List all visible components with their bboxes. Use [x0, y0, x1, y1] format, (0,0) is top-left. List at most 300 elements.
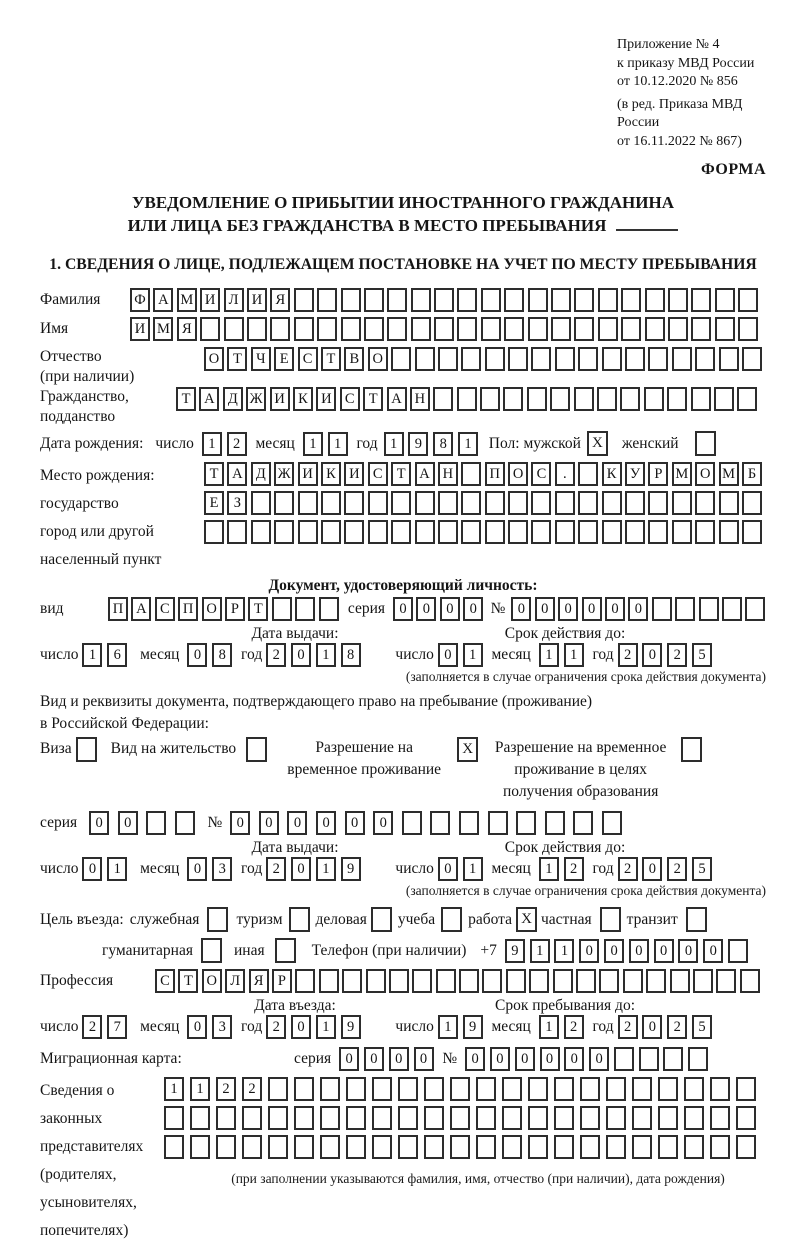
char-cell[interactable]: [434, 288, 454, 312]
char-cell[interactable]: [227, 520, 247, 544]
char-cell[interactable]: И: [130, 317, 150, 341]
char-cell[interactable]: [528, 1135, 548, 1159]
char-cell[interactable]: [738, 317, 758, 341]
char-cell[interactable]: Р: [225, 597, 245, 621]
char-cell[interactable]: 2: [667, 1015, 687, 1039]
char-cell[interactable]: 2: [564, 857, 584, 881]
char-cell[interactable]: [424, 1106, 444, 1130]
char-cell[interactable]: [554, 1077, 574, 1101]
char-cell[interactable]: 8: [212, 643, 232, 667]
char-cell[interactable]: 1: [458, 432, 478, 456]
char-cell[interactable]: [398, 1077, 418, 1101]
char-cell[interactable]: [578, 491, 598, 515]
char-cell[interactable]: 0: [118, 811, 138, 835]
char-cell[interactable]: [550, 387, 570, 411]
char-cell[interactable]: 1: [539, 857, 559, 881]
char-cell[interactable]: [481, 288, 501, 312]
char-cell[interactable]: 0: [416, 597, 436, 621]
char-cell[interactable]: 0: [291, 643, 311, 667]
char-cell[interactable]: С: [340, 387, 360, 411]
char-cell[interactable]: 0: [345, 811, 365, 835]
char-cell[interactable]: 0: [535, 597, 555, 621]
char-cell[interactable]: [502, 1106, 522, 1130]
char-cell[interactable]: [580, 1135, 600, 1159]
char-cell[interactable]: 0: [490, 1047, 510, 1071]
char-cell[interactable]: [555, 491, 575, 515]
residence-permit-checkbox[interactable]: [246, 737, 267, 762]
char-cell[interactable]: Р: [648, 462, 668, 486]
char-cell[interactable]: 2: [618, 857, 638, 881]
char-cell[interactable]: 1: [564, 643, 584, 667]
char-cell[interactable]: [632, 1077, 652, 1101]
char-cell[interactable]: [216, 1135, 236, 1159]
char-cell[interactable]: [481, 317, 501, 341]
char-cell[interactable]: Е: [274, 347, 294, 371]
char-cell[interactable]: [346, 1135, 366, 1159]
char-cell[interactable]: [621, 288, 641, 312]
char-cell[interactable]: 9: [341, 857, 361, 881]
char-cell[interactable]: [597, 387, 617, 411]
char-cell[interactable]: [691, 288, 711, 312]
char-cell[interactable]: [684, 1077, 704, 1101]
char-cell[interactable]: [675, 597, 695, 621]
purpose-business-checkbox[interactable]: [371, 907, 392, 932]
char-cell[interactable]: [372, 1135, 392, 1159]
char-cell[interactable]: [598, 288, 618, 312]
char-cell[interactable]: 2: [227, 432, 247, 456]
char-cell[interactable]: 2: [564, 1015, 584, 1039]
char-cell[interactable]: А: [199, 387, 219, 411]
char-cell[interactable]: [529, 969, 549, 993]
char-cell[interactable]: [719, 520, 739, 544]
char-cell[interactable]: 0: [589, 1047, 609, 1071]
char-cell[interactable]: [625, 520, 645, 544]
char-cell[interactable]: [554, 1135, 574, 1159]
char-cell[interactable]: [298, 520, 318, 544]
char-cell[interactable]: [670, 969, 690, 993]
char-cell[interactable]: 0: [438, 857, 458, 881]
char-cell[interactable]: [606, 1135, 626, 1159]
char-cell[interactable]: 1: [438, 1015, 458, 1039]
char-cell[interactable]: [457, 317, 477, 341]
char-cell[interactable]: [438, 491, 458, 515]
char-cell[interactable]: 0: [339, 1047, 359, 1071]
purpose-tourism-checkbox[interactable]: [289, 907, 310, 932]
char-cell[interactable]: [438, 347, 458, 371]
char-cell[interactable]: [625, 491, 645, 515]
char-cell[interactable]: [693, 969, 713, 993]
char-cell[interactable]: [663, 1047, 683, 1071]
char-cell[interactable]: [438, 520, 458, 544]
char-cell[interactable]: [668, 317, 688, 341]
char-cell[interactable]: А: [227, 462, 247, 486]
char-cell[interactable]: [672, 347, 692, 371]
char-cell[interactable]: [272, 597, 292, 621]
char-cell[interactable]: 0: [604, 939, 624, 963]
char-cell[interactable]: [531, 347, 551, 371]
char-cell[interactable]: [555, 520, 575, 544]
char-cell[interactable]: [528, 1106, 548, 1130]
char-cell[interactable]: [295, 969, 315, 993]
char-cell[interactable]: 1: [539, 1015, 559, 1039]
char-cell[interactable]: [740, 969, 760, 993]
char-cell[interactable]: [599, 969, 619, 993]
char-cell[interactable]: [602, 347, 622, 371]
char-cell[interactable]: [695, 520, 715, 544]
char-cell[interactable]: [645, 288, 665, 312]
char-cell[interactable]: 5: [692, 1015, 712, 1039]
char-cell[interactable]: Ж: [274, 462, 294, 486]
char-cell[interactable]: 0: [89, 811, 109, 835]
char-cell[interactable]: 0: [438, 643, 458, 667]
char-cell[interactable]: 0: [187, 643, 207, 667]
char-cell[interactable]: О: [368, 347, 388, 371]
char-cell[interactable]: [691, 387, 711, 411]
char-cell[interactable]: [270, 317, 290, 341]
char-cell[interactable]: С: [298, 347, 318, 371]
char-cell[interactable]: [625, 347, 645, 371]
char-cell[interactable]: [606, 1077, 626, 1101]
char-cell[interactable]: [645, 317, 665, 341]
char-cell[interactable]: [658, 1106, 678, 1130]
char-cell[interactable]: Ж: [246, 387, 266, 411]
char-cell[interactable]: [424, 1135, 444, 1159]
char-cell[interactable]: 0: [259, 811, 279, 835]
temp-residence-edu-checkbox[interactable]: [681, 737, 702, 762]
char-cell[interactable]: [737, 387, 757, 411]
char-cell[interactable]: [411, 288, 431, 312]
char-cell[interactable]: 0: [629, 939, 649, 963]
char-cell[interactable]: А: [131, 597, 151, 621]
char-cell[interactable]: [602, 811, 622, 835]
char-cell[interactable]: [317, 317, 337, 341]
char-cell[interactable]: [554, 1106, 574, 1130]
char-cell[interactable]: [372, 1077, 392, 1101]
char-cell[interactable]: [224, 317, 244, 341]
char-cell[interactable]: [319, 597, 339, 621]
char-cell[interactable]: [320, 1077, 340, 1101]
char-cell[interactable]: Я: [249, 969, 269, 993]
char-cell[interactable]: В: [344, 347, 364, 371]
char-cell[interactable]: [274, 520, 294, 544]
char-cell[interactable]: [715, 317, 735, 341]
purpose-transit-checkbox[interactable]: [686, 907, 707, 932]
purpose-private-checkbox[interactable]: [600, 907, 621, 932]
char-cell[interactable]: [346, 1106, 366, 1130]
char-cell[interactable]: [320, 1135, 340, 1159]
char-cell[interactable]: [298, 491, 318, 515]
char-cell[interactable]: [476, 1106, 496, 1130]
char-cell[interactable]: 3: [212, 857, 232, 881]
char-cell[interactable]: [719, 347, 739, 371]
char-cell[interactable]: И: [316, 387, 336, 411]
purpose-work-checkbox[interactable]: X: [516, 907, 537, 932]
char-cell[interactable]: [658, 1077, 678, 1101]
char-cell[interactable]: [457, 387, 477, 411]
char-cell[interactable]: [742, 347, 762, 371]
char-cell[interactable]: Д: [223, 387, 243, 411]
char-cell[interactable]: 0: [287, 811, 307, 835]
char-cell[interactable]: [502, 1135, 522, 1159]
char-cell[interactable]: [344, 491, 364, 515]
char-cell[interactable]: [672, 520, 692, 544]
char-cell[interactable]: [433, 387, 453, 411]
char-cell[interactable]: [450, 1106, 470, 1130]
char-cell[interactable]: [398, 1135, 418, 1159]
char-cell[interactable]: [459, 811, 479, 835]
char-cell[interactable]: [648, 347, 668, 371]
char-cell[interactable]: [745, 597, 765, 621]
char-cell[interactable]: [485, 491, 505, 515]
char-cell[interactable]: Ф: [130, 288, 150, 312]
char-cell[interactable]: К: [321, 462, 341, 486]
char-cell[interactable]: [434, 317, 454, 341]
char-cell[interactable]: [728, 939, 748, 963]
char-cell[interactable]: [722, 597, 742, 621]
temp-residence-checkbox[interactable]: X: [457, 737, 478, 762]
char-cell[interactable]: 5: [692, 643, 712, 667]
char-cell[interactable]: [450, 1077, 470, 1101]
char-cell[interactable]: [342, 969, 362, 993]
char-cell[interactable]: [742, 491, 762, 515]
char-cell[interactable]: И: [270, 387, 290, 411]
char-cell[interactable]: [506, 969, 526, 993]
char-cell[interactable]: 1: [107, 857, 127, 881]
char-cell[interactable]: 0: [463, 597, 483, 621]
char-cell[interactable]: 9: [341, 1015, 361, 1039]
char-cell[interactable]: [366, 969, 386, 993]
char-cell[interactable]: [672, 491, 692, 515]
char-cell[interactable]: [368, 520, 388, 544]
char-cell[interactable]: И: [344, 462, 364, 486]
char-cell[interactable]: 1: [384, 432, 404, 456]
char-cell[interactable]: [574, 317, 594, 341]
char-cell[interactable]: 0: [605, 597, 625, 621]
char-cell[interactable]: [632, 1106, 652, 1130]
char-cell[interactable]: [578, 347, 598, 371]
char-cell[interactable]: [553, 969, 573, 993]
char-cell[interactable]: [528, 288, 548, 312]
char-cell[interactable]: [190, 1106, 210, 1130]
char-cell[interactable]: [516, 811, 536, 835]
char-cell[interactable]: 2: [667, 857, 687, 881]
char-cell[interactable]: Л: [225, 969, 245, 993]
char-cell[interactable]: С: [368, 462, 388, 486]
char-cell[interactable]: Д: [251, 462, 271, 486]
char-cell[interactable]: [502, 1077, 522, 1101]
char-cell[interactable]: С: [155, 969, 175, 993]
char-cell[interactable]: [714, 387, 734, 411]
char-cell[interactable]: Т: [204, 462, 224, 486]
char-cell[interactable]: [482, 969, 502, 993]
char-cell[interactable]: [341, 317, 361, 341]
char-cell[interactable]: Б: [742, 462, 762, 486]
char-cell[interactable]: М: [672, 462, 692, 486]
char-cell[interactable]: З: [227, 491, 247, 515]
char-cell[interactable]: [344, 520, 364, 544]
char-cell[interactable]: 2: [618, 1015, 638, 1039]
char-cell[interactable]: [684, 1135, 704, 1159]
char-cell[interactable]: 3: [212, 1015, 232, 1039]
char-cell[interactable]: .: [555, 462, 575, 486]
char-cell[interactable]: Т: [321, 347, 341, 371]
char-cell[interactable]: [461, 347, 481, 371]
char-cell[interactable]: [652, 597, 672, 621]
char-cell[interactable]: [146, 811, 166, 835]
char-cell[interactable]: [294, 1077, 314, 1101]
char-cell[interactable]: [602, 491, 622, 515]
char-cell[interactable]: [667, 387, 687, 411]
char-cell[interactable]: [274, 491, 294, 515]
char-cell[interactable]: [606, 1106, 626, 1130]
char-cell[interactable]: 9: [408, 432, 428, 456]
char-cell[interactable]: [715, 288, 735, 312]
char-cell[interactable]: 9: [505, 939, 525, 963]
char-cell[interactable]: [551, 317, 571, 341]
char-cell[interactable]: [242, 1135, 262, 1159]
char-cell[interactable]: [573, 811, 593, 835]
char-cell[interactable]: [294, 317, 314, 341]
char-cell[interactable]: 1: [328, 432, 348, 456]
char-cell[interactable]: [503, 387, 523, 411]
char-cell[interactable]: [387, 317, 407, 341]
char-cell[interactable]: [295, 597, 315, 621]
char-cell[interactable]: [620, 387, 640, 411]
char-cell[interactable]: [488, 811, 508, 835]
char-cell[interactable]: 2: [216, 1077, 236, 1101]
char-cell[interactable]: [175, 811, 195, 835]
char-cell[interactable]: [190, 1135, 210, 1159]
char-cell[interactable]: 0: [515, 1047, 535, 1071]
char-cell[interactable]: О: [202, 969, 222, 993]
char-cell[interactable]: 0: [230, 811, 250, 835]
purpose-humanitarian-checkbox[interactable]: [201, 938, 222, 963]
char-cell[interactable]: [268, 1077, 288, 1101]
char-cell[interactable]: [319, 969, 339, 993]
char-cell[interactable]: [391, 520, 411, 544]
char-cell[interactable]: 8: [341, 643, 361, 667]
char-cell[interactable]: [574, 387, 594, 411]
char-cell[interactable]: П: [485, 462, 505, 486]
char-cell[interactable]: [528, 1077, 548, 1101]
char-cell[interactable]: 1: [463, 643, 483, 667]
char-cell[interactable]: [716, 969, 736, 993]
char-cell[interactable]: [436, 969, 456, 993]
char-cell[interactable]: Т: [227, 347, 247, 371]
char-cell[interactable]: [527, 387, 547, 411]
char-cell[interactable]: Ч: [251, 347, 271, 371]
char-cell[interactable]: Р: [272, 969, 292, 993]
char-cell[interactable]: И: [298, 462, 318, 486]
char-cell[interactable]: О: [204, 347, 224, 371]
char-cell[interactable]: [528, 317, 548, 341]
char-cell[interactable]: [476, 1135, 496, 1159]
char-cell[interactable]: У: [625, 462, 645, 486]
char-cell[interactable]: [341, 288, 361, 312]
char-cell[interactable]: 0: [364, 1047, 384, 1071]
char-cell[interactable]: [424, 1077, 444, 1101]
char-cell[interactable]: [268, 1106, 288, 1130]
char-cell[interactable]: [457, 288, 477, 312]
char-cell[interactable]: [699, 597, 719, 621]
char-cell[interactable]: [164, 1135, 184, 1159]
female-checkbox[interactable]: [695, 431, 716, 456]
char-cell[interactable]: [415, 347, 435, 371]
char-cell[interactable]: [204, 520, 224, 544]
char-cell[interactable]: 1: [316, 1015, 336, 1039]
char-cell[interactable]: [459, 969, 479, 993]
char-cell[interactable]: 1: [316, 857, 336, 881]
char-cell[interactable]: 2: [618, 643, 638, 667]
char-cell[interactable]: 1: [554, 939, 574, 963]
char-cell[interactable]: О: [202, 597, 222, 621]
char-cell[interactable]: О: [508, 462, 528, 486]
char-cell[interactable]: Н: [438, 462, 458, 486]
char-cell[interactable]: [317, 288, 337, 312]
char-cell[interactable]: [531, 491, 551, 515]
char-cell[interactable]: [268, 1135, 288, 1159]
char-cell[interactable]: Т: [176, 387, 196, 411]
char-cell[interactable]: [415, 520, 435, 544]
char-cell[interactable]: [623, 969, 643, 993]
char-cell[interactable]: [412, 969, 432, 993]
char-cell[interactable]: 0: [316, 811, 336, 835]
char-cell[interactable]: 1: [303, 432, 323, 456]
char-cell[interactable]: М: [153, 317, 173, 341]
char-cell[interactable]: [461, 520, 481, 544]
char-cell[interactable]: [719, 491, 739, 515]
char-cell[interactable]: 0: [82, 857, 102, 881]
char-cell[interactable]: [485, 520, 505, 544]
char-cell[interactable]: 2: [242, 1077, 262, 1101]
char-cell[interactable]: [644, 387, 664, 411]
char-cell[interactable]: [251, 520, 271, 544]
char-cell[interactable]: [688, 1047, 708, 1071]
char-cell[interactable]: [485, 347, 505, 371]
char-cell[interactable]: 0: [540, 1047, 560, 1071]
visa-checkbox[interactable]: [76, 737, 97, 762]
char-cell[interactable]: [646, 969, 666, 993]
char-cell[interactable]: 9: [463, 1015, 483, 1039]
char-cell[interactable]: [574, 288, 594, 312]
char-cell[interactable]: [480, 387, 500, 411]
char-cell[interactable]: [402, 811, 422, 835]
char-cell[interactable]: [389, 969, 409, 993]
char-cell[interactable]: А: [387, 387, 407, 411]
char-cell[interactable]: И: [247, 288, 267, 312]
char-cell[interactable]: [684, 1106, 704, 1130]
char-cell[interactable]: Т: [363, 387, 383, 411]
char-cell[interactable]: П: [178, 597, 198, 621]
char-cell[interactable]: 5: [692, 857, 712, 881]
char-cell[interactable]: 7: [107, 1015, 127, 1039]
char-cell[interactable]: [391, 347, 411, 371]
char-cell[interactable]: 1: [202, 432, 222, 456]
char-cell[interactable]: [504, 288, 524, 312]
char-cell[interactable]: 2: [266, 1015, 286, 1039]
char-cell[interactable]: 0: [628, 597, 648, 621]
char-cell[interactable]: 1: [82, 643, 102, 667]
char-cell[interactable]: Я: [177, 317, 197, 341]
char-cell[interactable]: 0: [582, 597, 602, 621]
char-cell[interactable]: [251, 491, 271, 515]
char-cell[interactable]: [598, 317, 618, 341]
char-cell[interactable]: [545, 811, 565, 835]
char-cell[interactable]: [461, 462, 481, 486]
char-cell[interactable]: [508, 520, 528, 544]
char-cell[interactable]: [216, 1106, 236, 1130]
char-cell[interactable]: [576, 969, 596, 993]
